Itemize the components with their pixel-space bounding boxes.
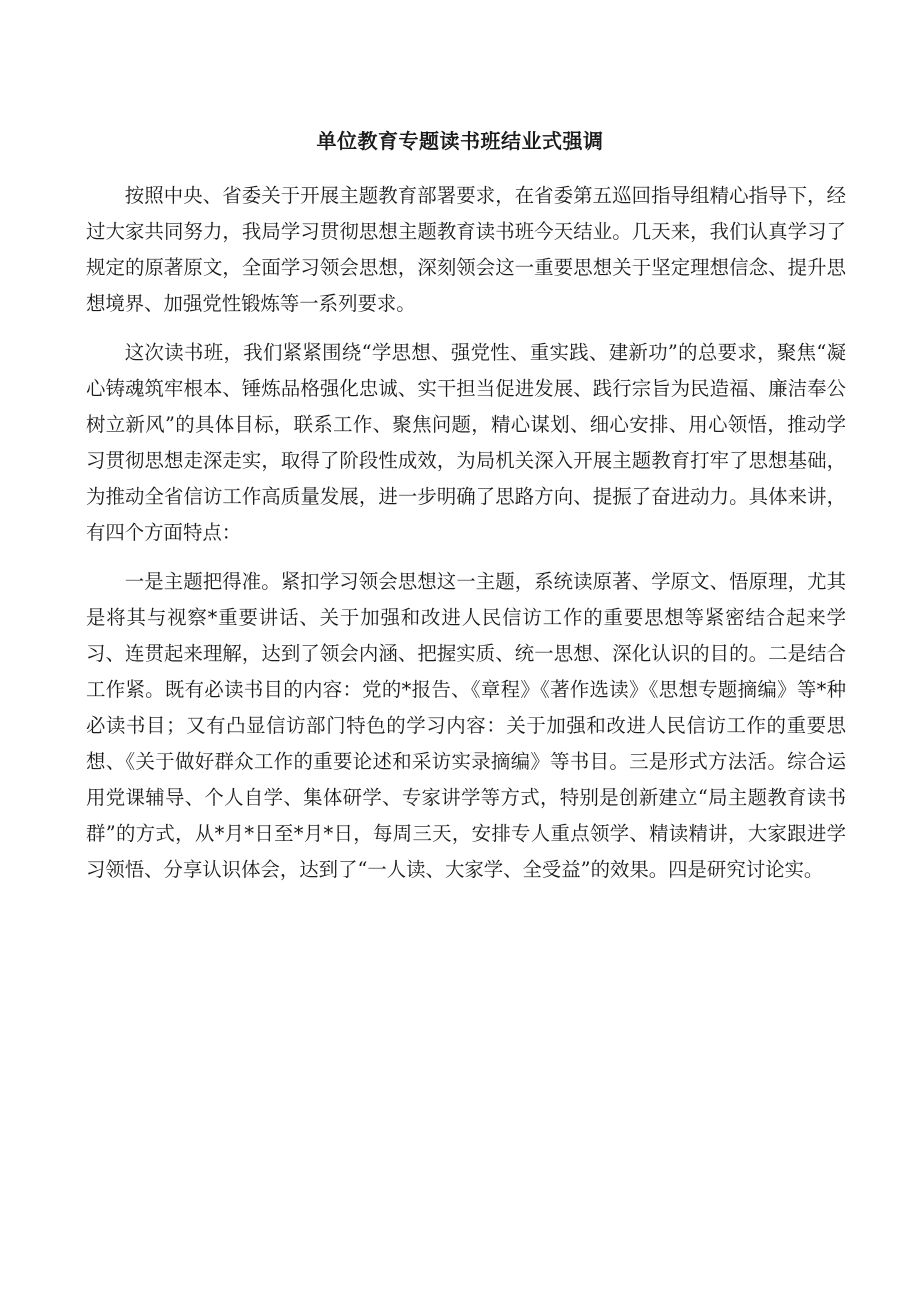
document-body — [86, 178, 846, 901]
document-title: 单位教育专题读书班结业式强调 — [316, 129, 604, 153]
paragraph-four-features: 一是主题把得准。紧扣学习领会思想这一主题，系统读原著、学原文、悟原理，尤其是将其与视察*重要讲话、关于加强和改进人民信访工作的重要思想等紧密结合起来学习、连贯起来理解，达到了领会内涵、把握实质、统一思想、深化认识的目的。二是结合工作紧。既有必读书目的内容：党的*报告、《章程》《著作选读》《思想专题摘编》等*种必读书目；又有凸显信访部门特色的学习内容：关于加强和改进人民信访工作的重要思想、《关于做好群众工作的重要论述和采访实录摘编》等书目。三是形式方法活。综合运用党课辅导、个人自学、集体研学、专家讲学等方式，特别是创新建立“局主题教育读书群”的方式，从*月*日至*月*日，每周三天，安排专人重点领学、精读精讲，大家跟进学习领悟、分享认识体会，达到了“一人读、大家学、全受益”的效果。四是研究讨论实。 — [86, 570, 846, 881]
paragraph-reading-class: 这次读书班，我们紧紧围绕“学思想、强党性、重实践、建新功”的总要求，聚焦“凝心铸魂筑牢根本、锤炼品格强化忠诚、实干担当促进发展、践行宗旨为民造福、廉洁奉公树立新风”的具体目标，联系工作、聚焦问题，精心谋划、细心安排、用心领悟，推动学习贯彻思想走深走实，取得了阶段性成效，为局机关深入开展主题教育打牢了思想基础，为推动全省信访工作高质量发展，进一步明确了思路方向、提振了奋进动力。具体来讲，有四个方面特点： — [86, 341, 846, 544]
paragraph-intro: 按照中央、省委关于开展主题教育部署要求，在省委第五巡回指导组精心指导下，经过大家共同努力，我局学习贯彻思想主题教育读书班今天结业。几天来，我们认真学习了规定的原著原文，全面学习领会思想，深刻领会这一重要思想关于坚定理想信念、提升思想境界、加强党性锻炼等一系列要求。 — [86, 184, 846, 315]
